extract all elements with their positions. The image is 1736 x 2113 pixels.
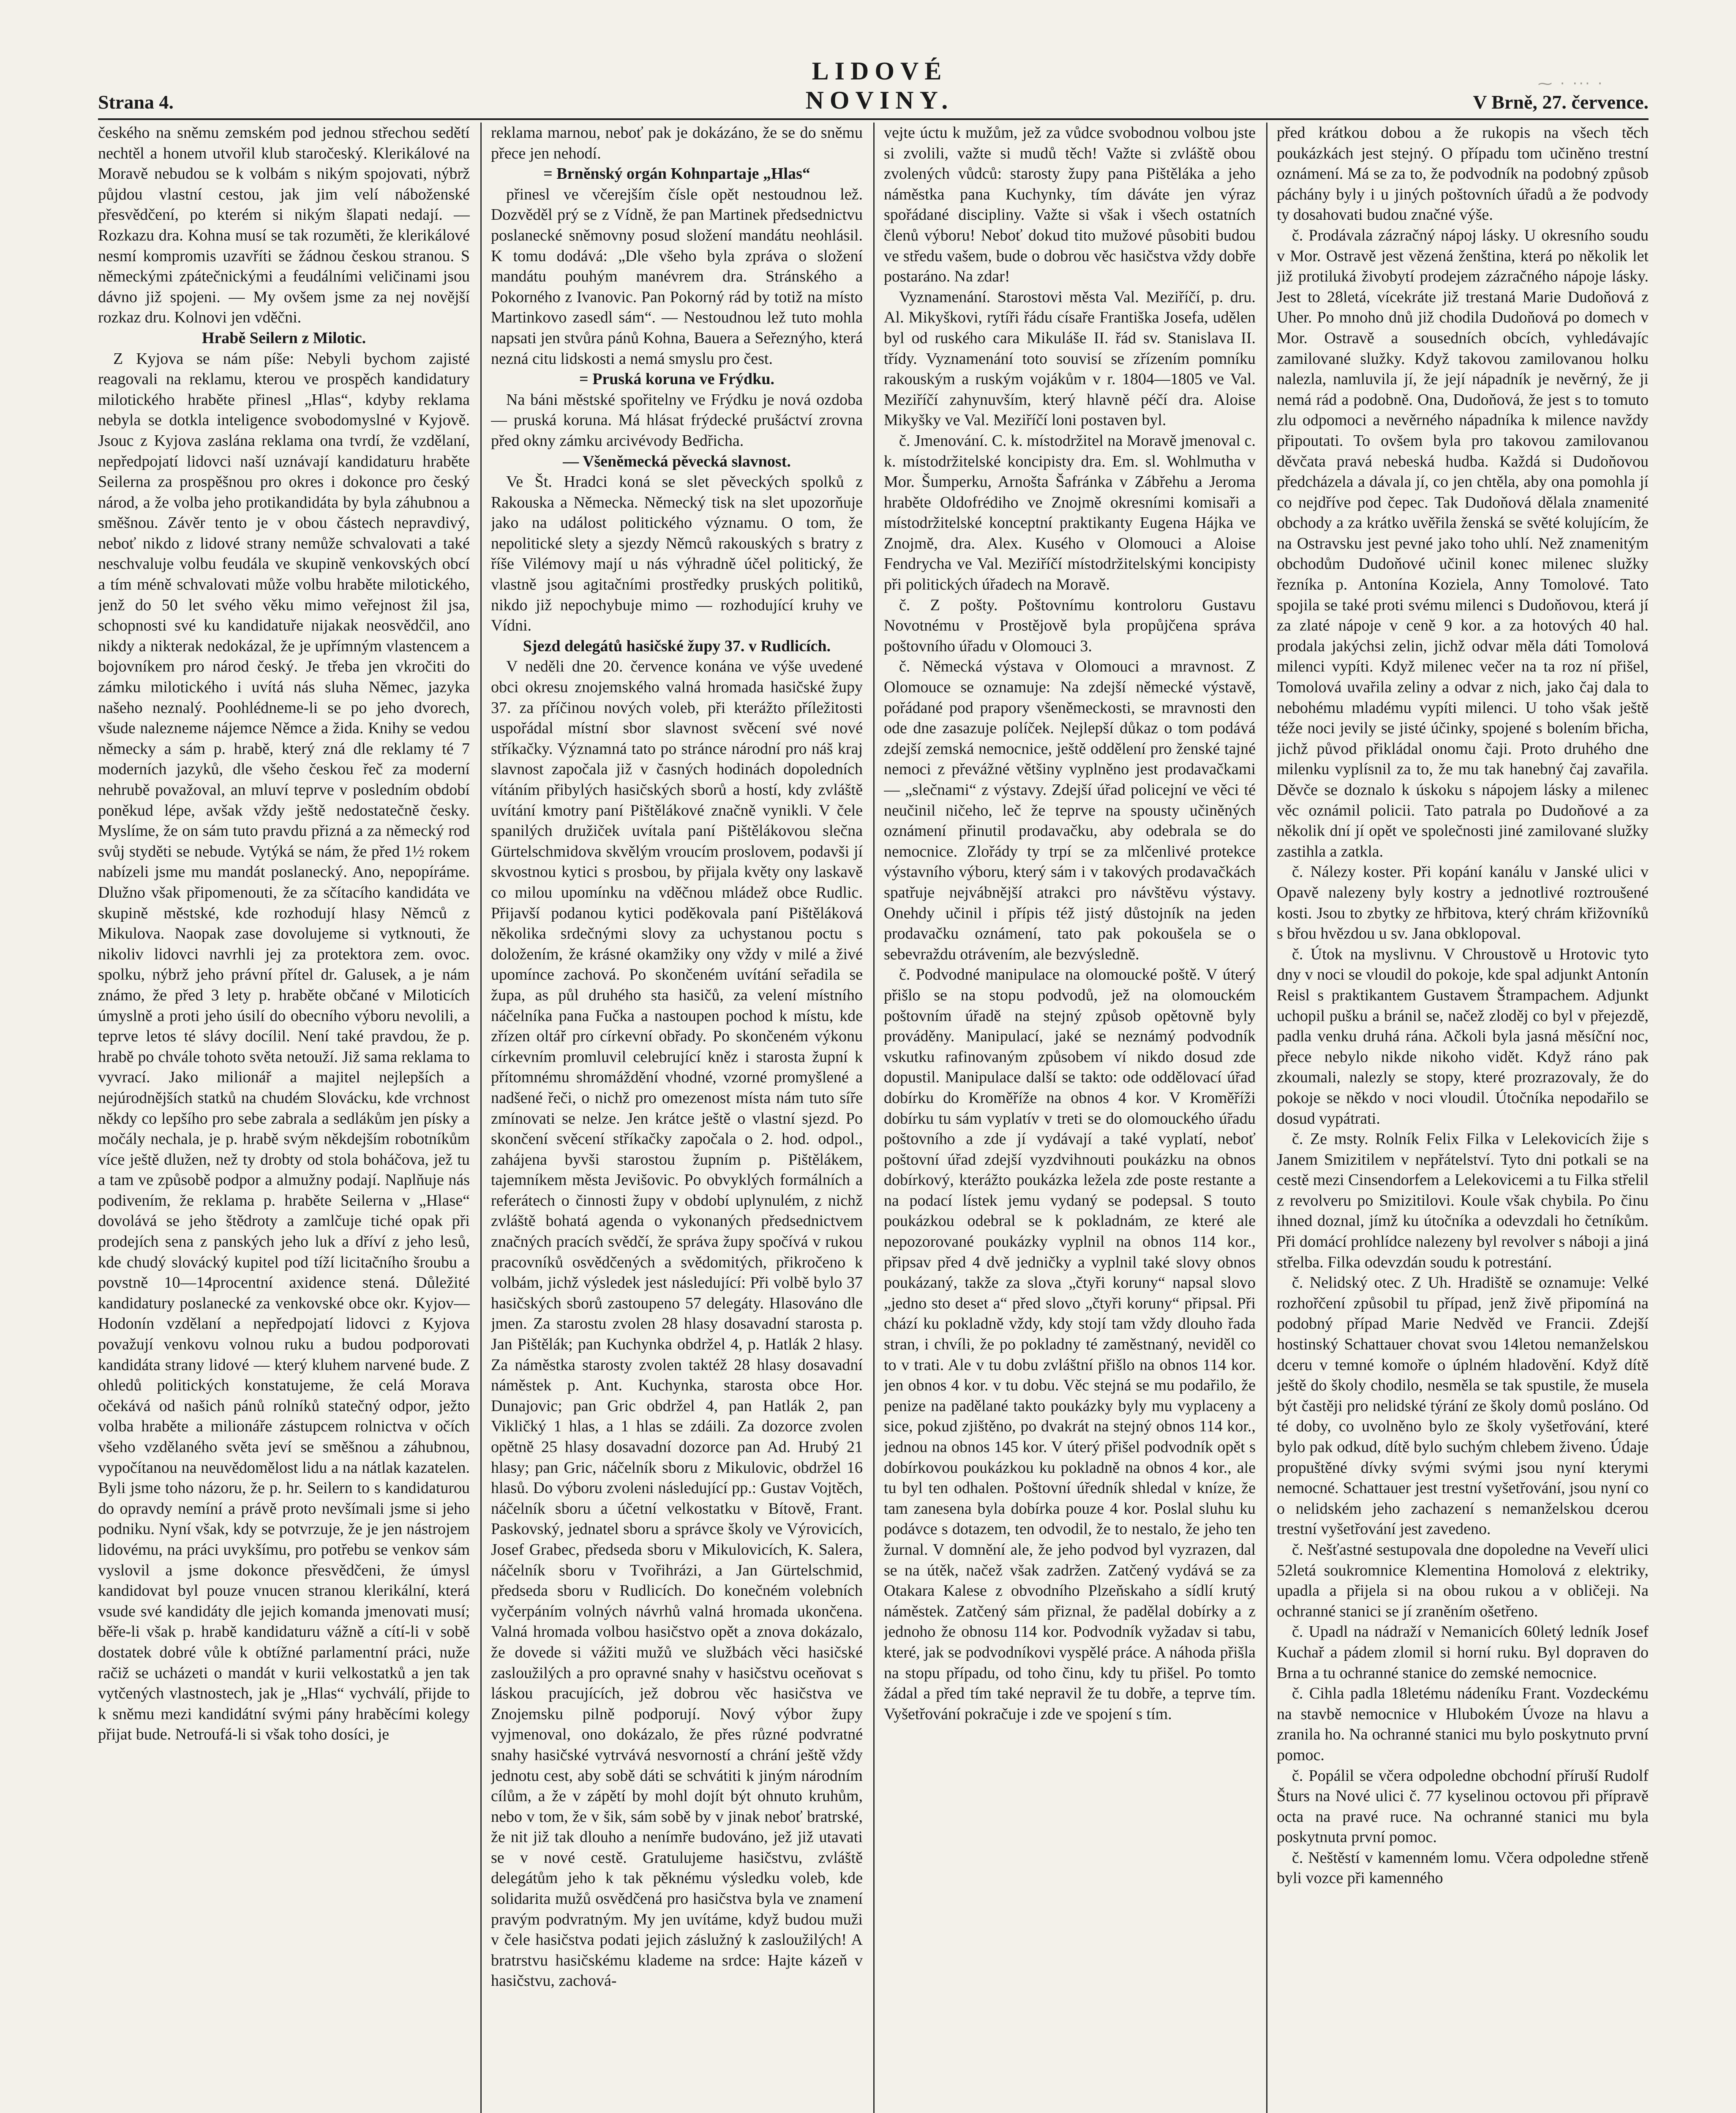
article-paragraph: Na báni městské spořitelny ve Frýdku je nová ozdoba — pruská koruna. Má hlásat frýdecké prušáctví zrovna před okny zámku arcivévody Bedřicha.: [491, 390, 863, 450]
article-paragraph: přinesl ve včerejším čísle opět nestoudnou lež. Dozvěděl prý se z Vídně, že pan Martinek předsednictvu poslanecké sněmovny posud složení mandátu neohlásil. K tomu dodává: „Dle všeho byla zpráva o složení mandátu pouhým manévrem dra. Stránského a Pokorného z Ivanovic. Pan Pokorný rád by totiž na místo Martinkovo zasedl sám“. — Nestoudnou lež tuto mohla napsati jen stvůra pánů Kohna, Bauera a Seřeznýho, která nezná citu lidskosti a nemá smyslu pro čest.: [491, 185, 863, 368]
article-paragraph: č. Nálezy koster. Při kopání kanálu v Janské ulici v Opavě nalezeny byly kostry a jednotlivé roztroušené kosti. Jsou to zbytky ze hřbitova, který chrám křižovníků s břou hvězdou u sv. Jana obklopoval.: [1277, 863, 1649, 943]
article-paragraph: reklama marnou, neboť pak je dokázáno, že se do sněmu přece jen nehodí.: [491, 124, 863, 162]
article-paragraph: č. Nešťastné sestupovala dne dopoledne na Veveří ulici 52letá soukromnice Klementina Homolová z elektriky, upadla a přijela si na obou rukou a v obličeji. Na ochranné stanici se jí zraněním ošetřeno.: [1277, 1540, 1649, 1620]
article-paragraph: č. Podvodné manipulace na olomoucké poště. V úterý přišlo se na stopu podvodů, jež na olomouckém poštovním úřadě na stejný způsob opětovně byly prováděny. Manipulací, jaké se neznámý podvodník vskutku rafinovaným způsobem ví nikdo dosud zde dopustil. Manipulace další se takto: ode oddělovací úřad dobírku do Kroměříže na obnos 4 kor. V Kroměříži dobírku tu sám vyplatív v treti se do olomouckého úřadu poštovního a zde jí vydávají a také vyplatí, neboť poštovní úřad zdejší vyzdvihnouti poukázku na obnos dobírkový, kterážto poukázka ležela zde poste restante a na podací lístek jemu vydaný se podepsal. S touto poukázkou odebral se k pokladnám, ze které ale nepozorované poukázky vyplnil na obnos 114 kor., připsav před 4 dvě jedničky a vyplnil také slovy obnos poukázaný, takže za slova „čtyři koruny“ napsal slovo „jedno sto deset a“ před slovo „čtyři koruny“ připsal. Při chází ku pokladně vždy, kdy stojí tam vždy dlouho řada stran, i chvíli, že po pokladny té zaměstnaný, neviděl co to v trati. Ale v tu dobu zvláštní přišlo na obnos 114 kor. jen obnos 4 kor. v tu dobu. Věc stejná se mu podařilo, že penize na padělané takto poukázky byly mu vyplaceny a sice, pokud zjištěno, po dvakrát na stejný obnos 114 kor., jednou na obnos 145 kor. V úterý přišel podvodník opět s dobírkovou poukázkou ku pokladně na obnos 4 kor., ale tu byl ten odhalen. Poštovní úředník shledal v kníze, že tam zanesena byla dobírka pouze 4 kor. Poslal sluhu ku podávce s dotazem, ten odvodil, že to nestalo, že jeho ten žurnal. V domnění ale, že jeho podvod byl vyzrazen, dal se na útěk, načež však zadržen. Zatčený vydává se za Otakara Kalese z obvodního Plzeňskaho a sídlí krutý náměstek. Zatčený sám přiznal, že padělal dobírky a z jednoho že obnosu 114 kor. Podvodník vyžadav si tabu, které, jak se podvodníkovi vyspělé práce. A náhoda přišla na stopu případu, od toho činu, kdy tu přišel. Po tomto žádal a před tím také nepravil že tu dobře, a teprve tím. Vyšetřování pokračuje i zde ve spojení s tím.: [884, 966, 1256, 1723]
article-heading: = Brněnský orgán Kohnpartaje „Hlas“: [543, 165, 810, 183]
article-paragraph: před krátkou dobou a že rukopis na všech těch poukázkách jest stejný. O případu tom učiněno trestní oznámení. Má se za to, že podvodník na podobný způsob páchány byly i u jiných poštovních úřadů a že podvody ty dosahovati budou značné výše.: [1277, 124, 1649, 224]
column-4: [1277, 123, 1649, 2113]
page-number: Strana 4.: [98, 91, 174, 113]
article-paragraph: č. Popálil se včera odpoledne obchodní příruší Rudolf Šturs na Nové ulici č. 77 kyselinou octovou při přípravě octa na pravé ruce. Na ochranné stanici mu byla poskytnuta první pomoc.: [1277, 1766, 1649, 1846]
article-paragraph: č. Útok na myslivnu. V Chroustově u Hrotovic tyto dny v noci se vloudil do pokoje, kde spal adjunkt Antonín Reisl s praktikantem Gustavem Štrampachem. Adjunkt uchopil pušku a bránil se, načež zloděj co byl v přejezdě, padla venku druhá rána. Ačkoli byla jasná měsíční noc, přece nebylo nikde nikoho vidět. Když ráno pak zkoumali, nalezly se stopy, které prozrazovaly, že do pokoje se někdo v noci vloudil. Útočníka nepodařilo se dosud vypátrati.: [1277, 945, 1649, 1127]
article-paragraph: č. Prodávala zázračný nápoj lásky. U okresního soudu v Mor. Ostravě jest vězená ženština, která po několik let již protiluká živobytí prodejem zázračného nápoje lásky. Jest to 28letá, vícekráte již trestaná Marie Dudoňová z Uher. Po mnoho dnů již chodila Dudoňová po domech v Mor. Ostravě a sousedních obcích, vyhledávajíc zamilované služky. Když takovou zamilovanou holku nalezla, namluvila jí, že její nápadník je nevěrný, že ji nemá rád a podobně. Ona, Dudoňová, že jest s to tomuto zlu odpomoci a nevěrného nápadníka k milence navždy připoutati. To ovšem byla pro takovou zamilovanou děvčata pravá nebeská hudba. Každá si Dudoňovou předcházela a dávala jí, co jen chtěla, aby ona pomohla jí co nejdříve pod čepec. Tak Dudoňová dělala znamenité obchody a za krátko uvěřila ženská se světé kolujícím, že na Ostravsku jest pevné jako toho uhlí. Než znamenitým obchodům Dudoňové učinil konec milenec služky řezníka p. Antonína Koziela, Anny Tomolové. Tato spojila se také proti svému milenci s Dudoňovou, která jí za zlaté nápoje v ceně 9 kor. a za hotových 40 hal. prodala jakýchsi zelin, jichž odvar měla dáti Tomolová milenci vypíti. Když milenec večer na ta roz ní přišel, Tomolová uvařila zeliny a odvar z nich, jako čaj dala to nebohému mladému vypíti milenci. U toho však ještě téže noci jevily se jisté účinky, spojené s bolením břicha, jichž původ přikládal onomu čaji. Proto druhého dne milenku vyplísnil za to, že mu tak hanebný čaj zavařila. Děvče se doznalo k úskoku s nápojem lásky a milenec věc oznámil policii. Tato patrala po Dudoňové a za několik dní jí opět ve společnosti jiné zamilované služky zastihla a zatkla.: [1277, 226, 1649, 860]
article-paragraph: Vyznamenání. Starostovi města Val. Meziříčí, p. dru. Al. Mikyškovi, rytíři řádu císaře Františka Josefa, udělen byl od ruského cara Mikuláše II. řád sv. Stanislava II. třídy. Vyznamenání toto souvisí se zřízením pomníku rakouským a ruským vojákům v r. 1804—1805 ve Val. Meziříčí zahynuvším, který hlavně péčí dra. Aloise Mikyšky ve Val. Meziříčí loni postaven byl.: [884, 288, 1256, 429]
article-paragraph: č. Jmenování. C. k. místodržitel na Moravě jmenoval c. k. místodržitelské koncipisty dra. Em. sl. Wohlmutha v Mor. Šumperku, Arnošta Šafránka v Zábřehu a Jeroma hraběte Oldofrédiho ve Znojmě okresními komisaři a místodržitelské konceptní praktikanty Eugena Hájka ve Znojmě, dra. Alex. Kusého v Olomouci a Aloise Fendrycha ve Val. Meziříčí místodržitelskými koncipisty při politických úřadech na Moravě.: [884, 431, 1256, 594]
article-heading: = Pruská koruna ve Frýdku.: [579, 370, 774, 388]
article-paragraph: č. Upadl na nádraží v Nemanicích 60letý ledník Josef Kuchař a pádem zlomil si horní ruku. Byl dopraven do Brna a tu ochranné stanice do zemské nemocnice.: [1277, 1623, 1649, 1682]
article-heading: — Všeněmecká pěvecká slavnost.: [563, 452, 791, 470]
article-paragraph: č. Neštěstí v kamenném lomu. Včera odpoledne střeně byli vozce při kamenného: [1277, 1848, 1649, 1887]
article-paragraph: vejte úctu k mužům, jež za vůdce svobodnou volbou jste si zvolili, važte si mudů těch! Važte si zvláště obou zvolených vůdců: starosty župy pana Pištěláka a jeho náměstka pana Kuchynky, tím dáváte jen výraz spořádané discipliny. Važte si však i všech ostatních členů výboru! Neboť dokud tito mužové působiti budou ve středu vašem, bude o dobrou věc hasičstva vždy dobře postaráno. Na zdar!: [884, 124, 1256, 286]
column-rule: [873, 123, 875, 2113]
article-paragraph: V neděli dne 20. července konána ve výše uvedené obci okresu znojemského valná hromada hasičské župy 37. za příčinou nových voleb, při kterážto příležitosti uspořádal místní sbor slavnost svěcení své nové stříkačky. Významná tato po stránce národní pro náš kraj slavnost započala již v časných hodinách dopoledních vítáním přibylých hasičských sborů a hostí, kdy zvláště uvítání kmotry paní Pištělákové značně vynikli. V čele spanilých družiček uvítala paní Pištělákovou slečna Gürtelschmidova skvělým vroucím proslovem, podavši jí skvostnou kytici s prosbou, by přijala květy ony laskavě co milou upomínku na vděčnou mládež obce Rudlic. Přijavší podanou kytici poděkovala paní Pištěláková několika srdečnými slovy za uchystanou poctu s doložením, že krásné okamžiky ony vždy v milé a živé upomínce zachová. Po skončeném uvítání seřadila se župa, as půl druhého sta hasičů, za velení místního náčelníka pana Fučka a nastoupen pochod k místu, kde zřízen oltář pro církevní obřady. Po skončeném výkonu církevním promluvil celebrující kněz i starosta župní k přítomnému shromáždění vhodné, vzorné promyšlené a nadšené řeči, o nichž pro omezenost místa nám tuto síře zmínovati se nelze. Jen krátce ještě o vlastní sjezd. Po skončení svěcení stříkačky započala o 2. hod. odpol., zahájena byvši starostou župním p. Pištělákem, tajemníkem města Jevišovic. Po obvyklých formálních a referátech o činnosti župy v období uplynulém, z nichž zvláště bohatá agenda o vykonaných předsednictvem značných pracích svědčí, že správa župy spočívá v rukou pracovníků osvědčených a svědomitých, přikročeno k volbám, jichž výsledek jest následující: Při volbě bylo 37 hasičských sborů zastoupeno 57 delegáty. Hlasováno dle jmen. Za starostu zvolen 28 hlasy dosavadní starosta p. Jan Pištělák; pan Kuchynka obdržel 4, p. Hatlák 2 hlasy. Za náměstka starosty zvolen taktéž 28 hlasy dosavadní náměstek p. Ant. Kuchynka, starosta obce Hor. Dunajovic; pan Gric obdržel 4, pan Hatlák 2, pan Vikličký 1 hlas, a 1 hlas se zdáili. Za dozorce zvolen opětně 25 hlasy dosavadní dozorce pan Ad. Hrubý 21 hlasy; pan Gric, náčelník sboru z Mikulovic, obdržel 16 hlasů. Do výboru zvoleni následující pp.: Gustav Vojtěch, náčelník sboru a účetní velkostatku v Bítově, Frant. Paskovský, jednatel sboru a správce školy ve Výrovicích, Josef Grabec, předseda sboru v Mikulovicích, K. Salera, náčelník sboru v Tvořihrázi, a Jan Gürtelschmid, předseda sboru v Rudlicích. Do konečném volebních vyčerpáním volných návrhů valná hromada ukončena. Valná hromada volbou hasičstvo opět a znova dokázalo, že dovede si vážiti mužů ve službách věci hasičské zasloužilých a pro opravné snahy v hasičstvu oceňovat s láskou pracujících, jež dobrou věc hasičstva ve Znojemsku pilně podporují. Nový výbor župy vyjmenoval, ono dokázalo, že přes různé podvratné snahy hasičské vytrvává nesvorností a chrání ještě vždy jednotu cest, aby sobě dáti se schvátiti k jiným národním cílům, a že v zápětí by mohl dojít být ohnuto kruhům, nebo v tom, že v šik, sám sobě by v jinak neboť bratrské, že nit již tak dlouho a nenímře budováno, jež již utavati se v nové cestě. Gratulujeme hasičstvu, zvláště delegátům jeho k tak pěknému výsledku voleb, kde solidarita mužů osvědčená pro hasičstva byla ve znamení pravým podvratným. My jen uvítáme, když budou muži v čele hasičstva podati jejich záslužný k zasloužilých! A bratrstvu hasičskému klademe na srdce: Hajte kázeň v hasičstvu, zachová-: [491, 658, 863, 1990]
column-3: [884, 123, 1256, 2113]
article-heading: Sjezd delegátů hasičské župy 37. v Rudlicích.: [523, 637, 831, 655]
article-paragraph: č. Cihla padla 18letému nádeníku Frant. Vozdeckému na stavbě nemocnice v Hlubokém Úvoze na hlavu a zranila ho. Na ochranné stanici mu bylo poskytnuto první pomoc.: [1277, 1684, 1649, 1764]
column-rule: [480, 123, 482, 2113]
article-heading: Hrabě Seilern z Milotic.: [202, 329, 366, 347]
article-paragraph: č. Německá výstava v Olomouci a mravnost. Z Olomouce se oznamuje: Na zdejší německé výstavě, pořádané pod prapory všeněmeckosti, se mravnosti den ode dne zasazuje políček. Nejlepší důkaz o tom podává zdejší zemská nemocnice, ještě oddělení pro ženské tajné nemoci z převážné většiny vyplněno jest prodavačkami — „slečnami“ z výstavy. Zdejší úřad policejní ve věci té neučinil ničeho, leč že teprve na spousty učiněných oznámení přinutil prodavačku, aby odebrala se do nemocnice. Zlořády ty trpí se za mlčenlivé protekce výstavního výboru, který sám i v takových prodavačkách spatřuje nejvábnější atrakci pro návštěvu výstavy. Onehdy učinil i přípis též jistý důstojník na jeden prodavačku oznámení, tato pak pokoušela se o sebevraždu otrávením, ale bezvýsledně.: [884, 658, 1256, 963]
article-paragraph: českého na sněmu zemském pod jednou střechou sedětí nechtěl a honem utvořil klub staročeský. Klerikálové na Moravě nebudou se k volbám s nikým spojovati, nýbrž půjdou vlastní cestou, jak jim velí náboženské přesvědčení, po kterém si nikým šlapati nedají. — Rozkazu dra. Kohna musí se tak rozuměti, že klerikálové nesmí kompromis uzavříti se žádnou českou stranou. S německými zpátečnickými a feudálními veličinami jsou dávno již spojeni. — My ovšem jsme za nej novější rozkaz dru. Kolnovi jen vděčni.: [98, 124, 470, 327]
article-paragraph: Ve Št. Hradci koná se slet pěveckých spolků z Rakouska a Německa. Německý tisk na slet upozorňuje jako na událost politického významu. O tom, že nepolitické slety a sjezdy Němců rakouských s bratry z říše Vilémovy mají u nás výhradně účel politický, že vlastně jsou agitačními prostředky pruských politiků, nikdo již nepochybuje mimo — rozhodující kruhy ve Vídni.: [491, 473, 863, 635]
article-paragraph: Z Kyjova se nám píše: Nebyli bychom zajisté reagovali na reklamu, kterou ve prospěch kandidatury milotického hraběte přinesl „Hlas“, kdyby reklama nebyla se dotkla inteligence svobodomyslné v Kyjově. Jsouc z Kyjova zaslána reklama ona tvrdí, že vzdělaní, nepředpojatí lidovci naší uznávají kandidaturu hraběte Seilerna za prospěšnou pro okres i dokonce pro český národ, a že volba jeho protikandidáta by byla záhubnou a směšnou. Závěr tento je v obou částech nepravdivý, neboť nikdo z lidové strany nemůže schvalovati a také neschvaluje volbu feudála ve skupině venkovských obcí a tím méně schvalovati může volbu hraběte milotického, jenž do 50 let svého věku mimo veřejnost žil jsa, schopnosti své ku kandidatuře nijakak neosvědčil, ano nikdy a nikterak nedokázal, že je upřímným vlastencem a bojovníkem pro národ český. Je třeba jen vkročiti do zámku milotického i uvítá nás sluha Němec, jazyka našeho neznalý. Poohlédneme-li se po jeho dvorech, všude nalezneme nájemce Němce a žida. Knihy se vedou německy a sám p. hrabě, který zná dle reklamy té 7 moderních jazyků, dle všeho českou řeč za moderní nehrubě považoval, an mluví teprve v posledním období poněkud lépe, avšak vždy ještě nedostatečně česky. Myslíme, že on sám tuto pravdu přizná a za německý rod svůj styděti se nebude. Vytýká se nám, že před 1½ rokem nabízeli jsme mu mandát poslanecký. Ano, nepopíráme. Dlužno však připomenouti, že za sčítacího kandidáta ve skupině městské, kde rozhodují hlasy Němců z Mikulova. Naopak zase dovolujeme si vytknouti, že nikoliv lidovci navrhli jej za protektora zem. ovoc. spolku, nýbrž jeho právní přítel dr. Galusek, a je nám známo, že před 3 lety p. hraběte občané v Miloticích úmyslně a proti jeho úsilí do obecního výboru nevolili, a teprve letos té slávy docílil. Není také pravdou, že p. hrabě po chvále tohoto světa netouží. Již sama reklama to vyvrací. Jako milionář a majitel nejlepších a nejúrodnějších statků na chudém Slovácku, kde vrchnost někdy co lepšího pro sebe zabrala a sedlákům jen písky a močály nechala, je p. hrabě svým někdejším robotníkům více ještě dlužen, než ty drobty od stola boháčova, jež tu a tam ve způsobě podpor a almužny podají. Naplňuje nás podivením, že reklama p. hraběte Seilerna v „Hlase“ dovolává se jeho štědroty a zamlčuje tiché opak při prodejích sena z panských jeho luk a dříví z jeho lesů, kde chudý slovácký kupitel pod tíží licitačního šroubu a povstně 10—14procentní axidence stená. Důležité kandidatury poslanecké za venkovské obce okr. Kyjov—Hodonín vzdělaní a nepředpojatí lidovci z Kyjova považují venkovu volnou ruku a budou podporovati kandidáta strany lidové — který kluhem narvené bude. Z ohledů politických konstatujeme, že celá Morava očekává od našich pánů rolníků statečný odpor, ježto volba hraběte a milionáře zástupcem rolnictva v očích všeho vzdělaného světa jeví se směšnou a záhubnou, vypočítanou na neuvědomělost lidu a na nátlak kazatelen. Byli jsme toho názoru, že p. hr. Seilern to s kandidaturou do opravdy nemíní a právě proto nevšímali jsme si jeho podniku. Nyní však, kdy se potvrzuje, že je jen nástrojem lidovému, na práci uvykšímu, pro potřebu se venkov sám vyslovil a jsme dokonce přesvědčeni, že úmysl kandidovat byl pouze vnucen stranou klerikální, která vsude své kandidáty dle jejich komanda jmenovati musí; běře-li však p. hrabě kandidaturu vážně a cítí-li v sobě dostatek dobré vůle k obtížné parlamentní práci, nuže račiž se ucházeti o mandát v kurii velkostatků a jen tak vytčených vlastnostech, jak je „Hlas“ vychválí, přijde to k sněmu mezi kandidátní svými pány hraběcími kolegy přijat bude. Netroufá-li si však toho dosíci, je: [98, 349, 470, 1744]
article-paragraph: č. Z pošty. Poštovnímu kontroloru Gustavu Novotnému v Prostějově byla propůjčena správa poštovního úřadu v Olomouci 3.: [884, 596, 1256, 655]
library-stamp: ⁓ · ··· ·: [1538, 75, 1604, 92]
column-2: [491, 123, 863, 2113]
page-header: [98, 57, 1649, 120]
column-rule: [1266, 123, 1267, 2113]
article-paragraph: č. Nelidský otec. Z Uh. Hradiště se oznamuje: Velké rozhořčení způsobil tu případ, jenž živě připomíná na podobný případ Marie Nedvěd ve Francii. Zdejší hostinský Schattauer chovat svou 14letou nemanželskou dceru v temné komoře o úplném hladovění. Když dítě ještě do školy chodilo, nesměla se tak spustile, že musela být častěji pro nelidské týrání ze školy domů posláno. Od té doby, co uvolněno bylo ze školy vyšetřování, které bylo pak odkud, dítě bylo suchým chlebem živeno. Údaje propuštěné dívky svými svými jsou nyní kterymi nemocné. Schattauer jest trestní vyšetřování, jsou nyní co o nelidském jeho zachazení s nemanželskou dcerou trestní vyšetřování jest zavedeno.: [1277, 1274, 1649, 1538]
article-paragraph: č. Ze msty. Rolník Felix Filka v Lelekovicích žije s Janem Smizitilem v nepřátelství. Tyto dni potkali se na cestě mezi Cinsendorfem a Lelekovicemi a tu Filka střelil z revolveru po Smizitilovi. Koule však chybila. Po činu ihned doznal, jímž ku útočníka a odevzdali ho četníkům. Při domácí prohlídce nalezeny byl revolver s náboji a jiná střelba. Filka odevzdán soudu k potrestání.: [1277, 1130, 1649, 1271]
column-1: [98, 123, 470, 2113]
newspaper-title: LIDOVÉ NOVINY.: [805, 57, 954, 114]
issue-date: V Brně, 27. července.: [1473, 91, 1649, 113]
